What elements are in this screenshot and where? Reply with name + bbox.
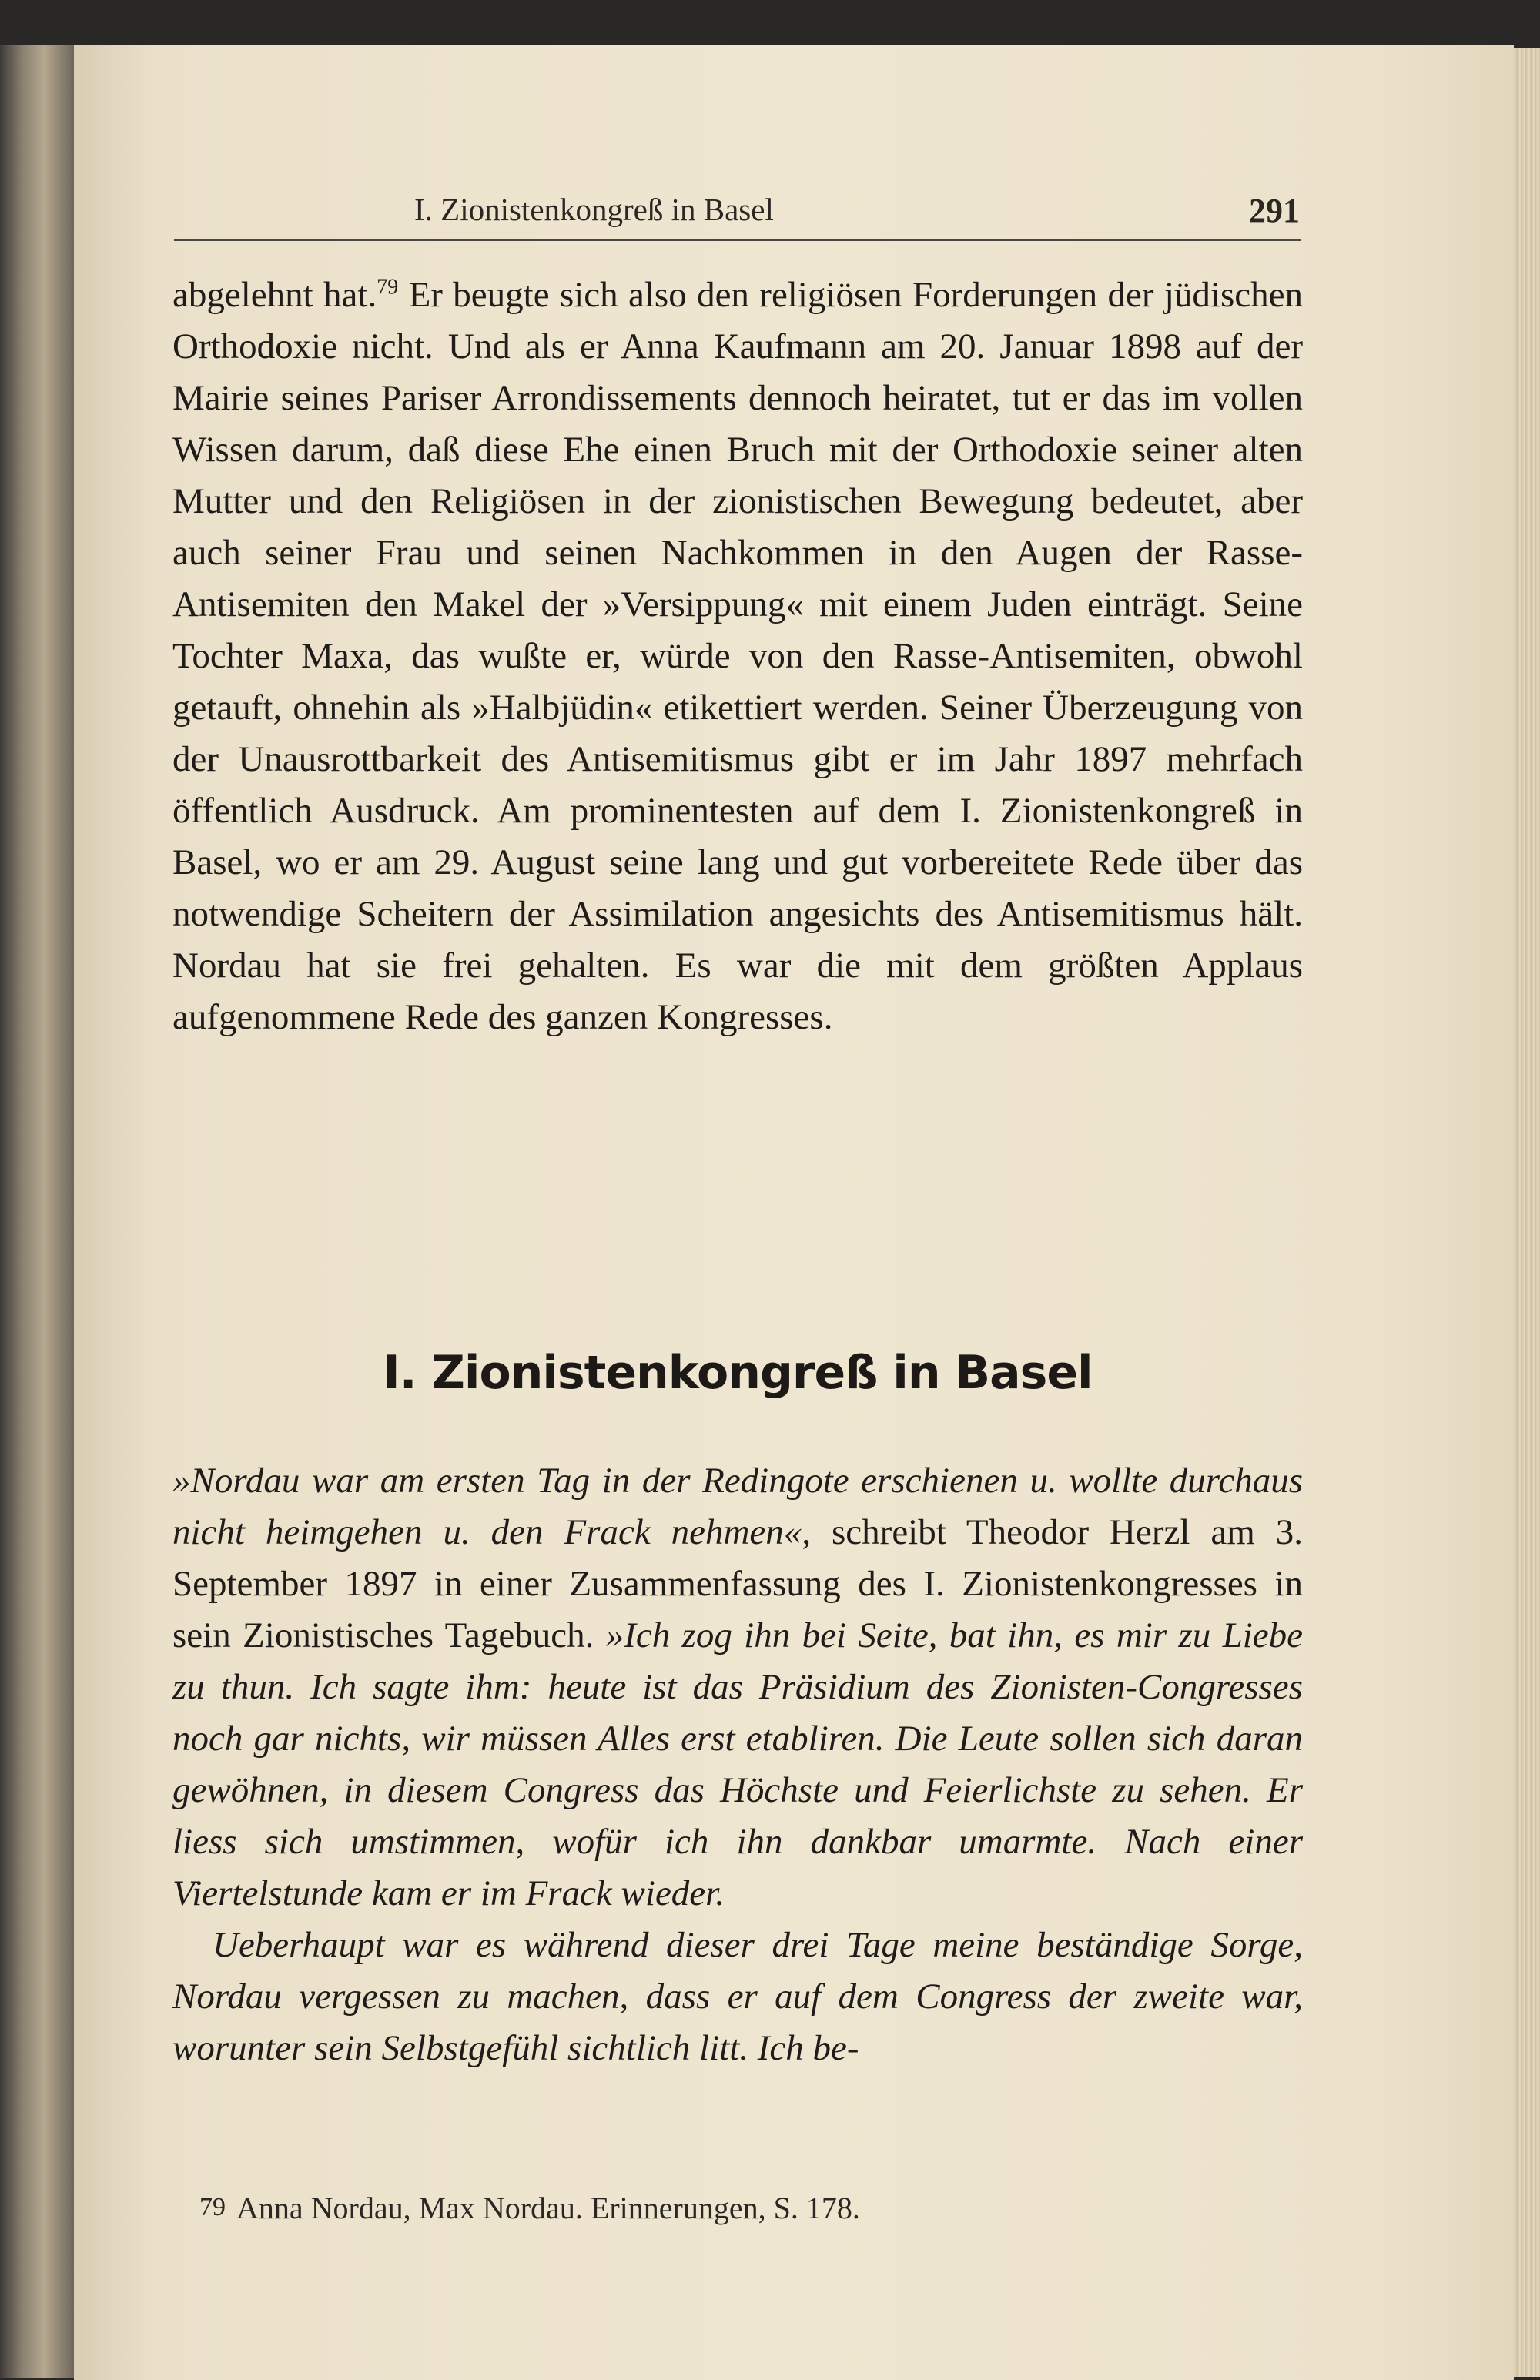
footnote-reference[interactable]: 79 [377, 275, 399, 300]
paragraph-1 [172, 269, 1303, 1043]
right-page-edges [1514, 48, 1540, 2377]
paragraph-2 [172, 1455, 1303, 1920]
paragraph-1-lead: abgelehnt hat. [172, 275, 377, 315]
page-number: 291 [1249, 192, 1300, 229]
herzl-quote-2: »Ich zog ihn bei Seite, bat ihn, es mir zu Liebe zu thun. Ich sagte ihm: heute ist das Präsidium des Zionisten-Congresses noch gar nichts, wir müssen Alles erst etabliren. Die Leute sollen sich daran gewöhnen, in diesem Congress das Höchste und Feierlichste zu sehen. Er liess sich umstimmen, wofür ich ihn dankbar umarmte. Nach einer Viertelstunde kam er im Frack wieder. [172, 1615, 1303, 1913]
footnote-text: Anna Nordau, Max Nordau. Erinnerungen, S. 178. [236, 2191, 860, 2225]
paragraph-2-block [172, 1455, 1303, 2074]
footnote-number: 79 [199, 2193, 226, 2221]
paragraph-1-text: Er beugte sich also den religiösen Forderungen der jüdischen Orthodoxie nicht. Und als er Anna Kaufmann am 20. Januar 1898 auf der Mairie seines Pariser Arrondissements dennoch heiratet, tut er das im vollen Wissen darum, daß diese Ehe einen Bruch mit der Orthodoxie seiner alten Mutter und den Religiösen in der zionistischen Bewegung bedeutet, aber auch seiner Frau und seinen Nachkommen in den Augen der Rasse-Antisemiten den Makel der »Versippung« mit einem Juden einträgt. Seine Tochter Maxa, das wußte er, würde von den Rasse-Antisemiten, obwohl getauft, ohnehin als »Halbjüdin« etikettiert werden. Seiner Überzeugung von der Unausrottbarkeit des Antisemitismus gibt er im Jahr 1897 mehrfach öffentlich Ausdruck. Am prominentesten auf dem I. Zionistenkongreß in Basel, wo er am 29. August seine lang und gut vorbereitete Rede über das notwendige Scheitern der Assimilation angesichts des Antisemitismus hält. Nordau hat sie frei gehalten. Es war die mit dem größten Applaus aufgenommene Rede des ganzen Kongresses. [172, 275, 1304, 1037]
left-page-edge [0, 45, 74, 2378]
book-page [74, 45, 1514, 2380]
running-head-title: I. Zionistenkongreß in Basel [414, 192, 774, 227]
footnote [199, 2190, 1277, 2226]
paragraph-2-text: , schreibt Theodor Herzl am 3. September 1897 in einer Zusammenfassung des I. Zionistenkongresses in sein Zionistisches Tagebuch. [172, 1512, 1303, 1655]
herzl-quote-1: »Nordau war am ersten Tag in der Redingote erschienen u. wollte durchaus nicht heimgehen u. den Frack nehmen« [172, 1461, 1303, 1552]
herzl-quote-3: Ueberhaupt war es während dieser drei Tage meine beständige Sorge, Nordau vergessen zu machen, dass er auf dem Congress der zweite war, worunter sein Selbstgefühl sichtlich litt. Ich be- [172, 1925, 1303, 2068]
section-heading: I. Zionistenkongreß in Basel [383, 1346, 1093, 1400]
paragraph-3 [172, 1920, 1303, 2074]
header-rule [174, 239, 1301, 241]
